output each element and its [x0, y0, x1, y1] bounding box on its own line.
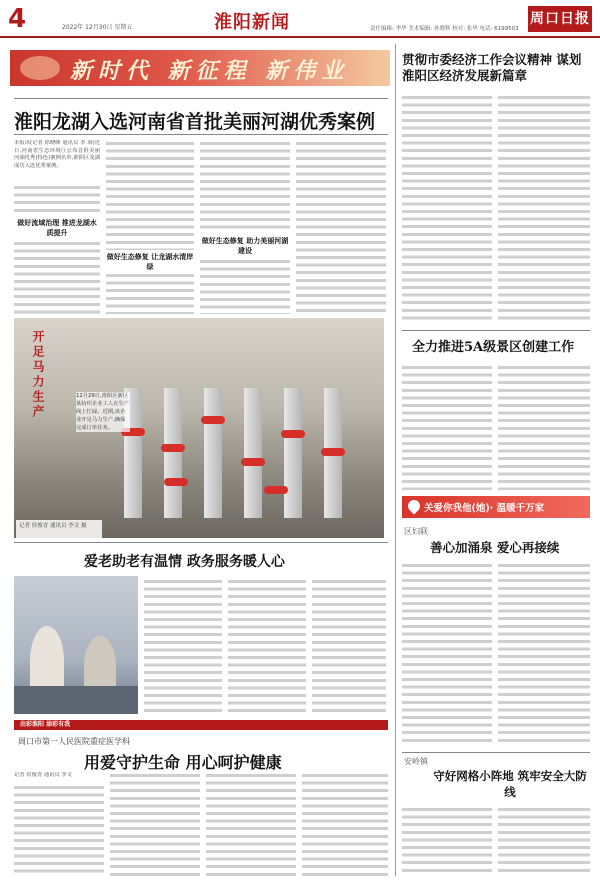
text-block: [498, 364, 590, 490]
text-block: [498, 94, 590, 324]
divider: [14, 134, 388, 135]
text-block: [200, 140, 290, 232]
text-block: [206, 772, 296, 876]
text-block: [296, 140, 386, 314]
lead-subhead-3: 做好生态修复 助力美丽河湖建设: [201, 237, 289, 255]
photo-caption: 12月29日,淮阳区新区某纺织企业工人在生产线上忙碌。近期,该企业开足马力生产,确保完成订单任务。: [76, 393, 129, 431]
story3-kicker: 周口市第一人民医院重症医学科: [18, 737, 130, 746]
story3-headline: 用爱守护生命 用心呵护健康: [84, 753, 282, 772]
lead-subhead-2: 做好生态修复 让龙湖水清岸绿: [106, 253, 194, 271]
text-block: [498, 806, 590, 876]
page-number: 4: [8, 4, 27, 34]
text-block: [200, 258, 290, 314]
factory-photo: [14, 318, 384, 538]
newspaper-logo: 周口日报: [528, 6, 592, 32]
lead-byline: 本报讯(记者 徐晓峰 通讯员 李 海)近日,河南省生态环境厅公布首批美丽河湖优秀(特色)案例名单,淮阳区龙湖成功入选优秀案例。: [14, 140, 100, 169]
publish-date: 2022年 12月30日 星期五: [62, 24, 133, 31]
text-block: [14, 784, 104, 876]
text-block: [110, 772, 200, 876]
care-banner-label: 关爱你我他(她)· 温暖千万家: [424, 503, 545, 514]
text-block: [402, 94, 492, 324]
text-block: [312, 578, 386, 714]
divider: [402, 752, 590, 753]
story-a-tag: 区妇联: [404, 527, 428, 536]
text-block: [402, 806, 492, 876]
divider: [402, 330, 590, 331]
column-divider: [395, 44, 396, 876]
service-photo: [14, 576, 138, 714]
divider: [14, 542, 388, 543]
banner-decoration-icon: [20, 56, 60, 80]
text-block: [302, 772, 388, 876]
photo-credit-box: [16, 520, 102, 544]
text-block: [14, 184, 100, 214]
text-block: [106, 140, 194, 250]
editor-credits: 责任编辑: 李华 美术编辑: 孙晓秋 校对: 张华 电话: 6199503: [370, 26, 519, 32]
text-block: [402, 562, 492, 746]
lead-headline: 淮阳龙湖入选河南省首批美丽河湖优秀案例: [14, 111, 376, 133]
lead-subhead-1: 做好流域治理 推进龙湖水质提升: [17, 219, 97, 237]
text-block: [106, 272, 194, 314]
banner-text: 新时代 新征程 新伟业: [70, 58, 350, 84]
photo-title: 开足马力生产: [31, 330, 45, 420]
story2-headline: 爱老助老有温情 政务服务暖人心: [84, 554, 285, 570]
right-top-headline: 贯彻市委经济工作会议精神 谋划淮阳区经济发展新篇章: [402, 52, 582, 83]
right-mid-headline: 全力推进5A级景区创建工作: [412, 340, 575, 355]
masthead: [0, 0, 600, 38]
photo-credit: 记者 侯俊青 通讯员 李文 摄: [19, 523, 87, 529]
text-block: [14, 240, 100, 314]
column-bar: [14, 720, 388, 730]
story-b-tag: 安岭镇: [404, 757, 428, 766]
text-block: [144, 578, 222, 714]
text-block: [228, 578, 306, 714]
divider: [14, 98, 388, 99]
column-bar-label: 出彩淮阳 添彩有我: [20, 721, 71, 728]
text-block: [498, 562, 590, 746]
story-a-headline: 善心加涌泉 爱心再接续: [430, 540, 560, 555]
text-block: [402, 364, 492, 490]
story3-byline: 记者 侯俊青 通讯员 李文: [14, 772, 73, 778]
section-title: 淮阳新闻: [214, 12, 290, 33]
story-b-headline: 守好网格小阵地 筑牢安全大防线: [433, 769, 587, 799]
